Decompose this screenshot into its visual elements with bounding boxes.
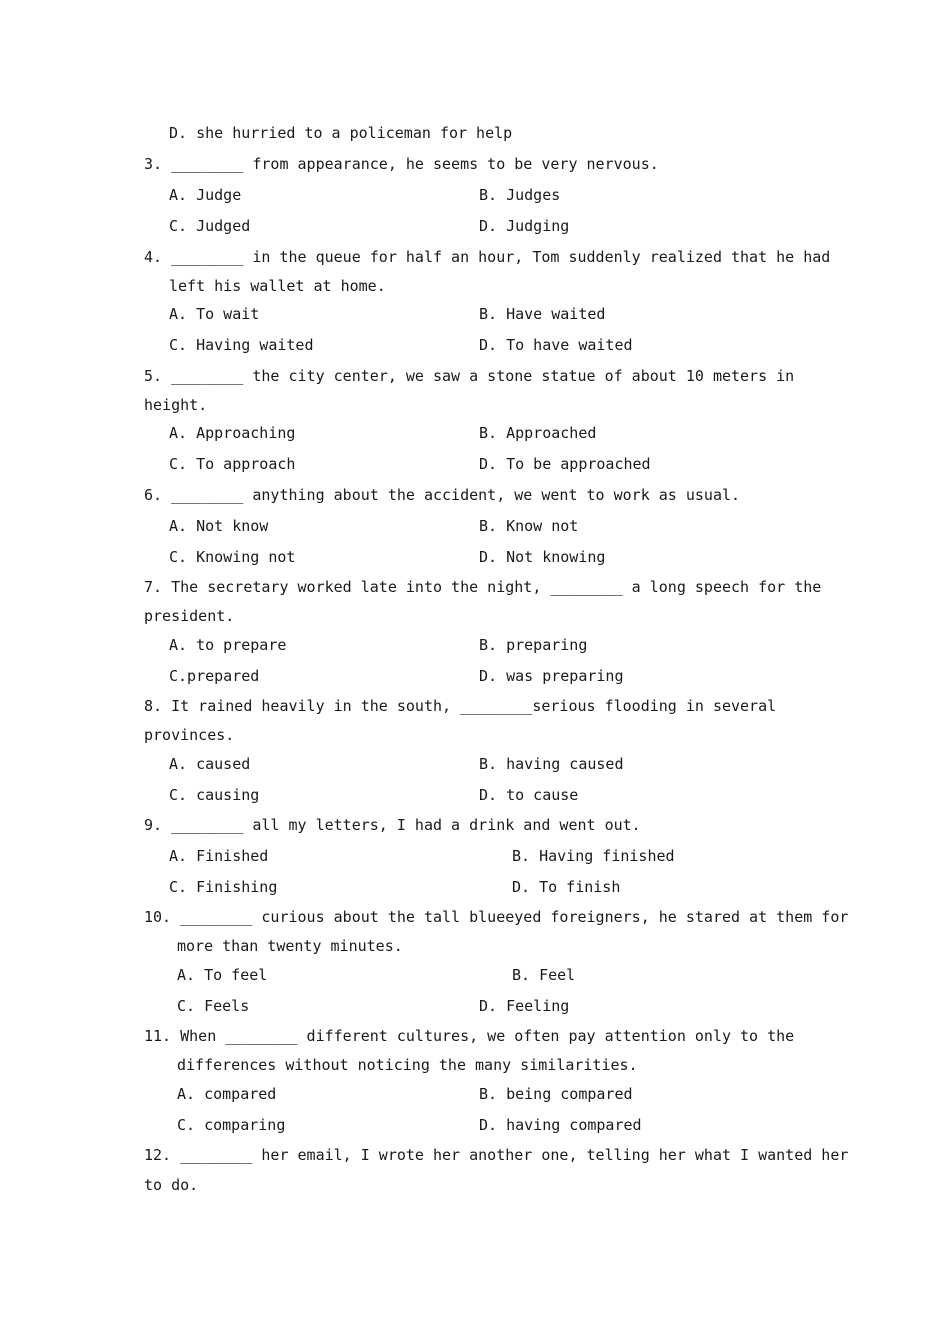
option-b-q7: B. preparing (479, 636, 588, 654)
option-c-q8: C. causing (169, 786, 260, 804)
question-11: 11. When ________ different cultures, we often pay attention only to the (144, 1027, 795, 1045)
option-d-q9: D. To finish (512, 878, 621, 896)
option-d-q6: D. Not knowing (479, 548, 606, 566)
option-a-q9: A. Finished (169, 847, 269, 865)
question-7: 7. The secretary worked late into the night, ________ a long speech for the (144, 578, 822, 596)
option-d-q5: D. To be approached (479, 455, 651, 473)
option-b-q9: B. Having finished (512, 847, 675, 865)
option-b-q4: B. Have waited (479, 305, 606, 323)
option-b-q5: B. Approached (479, 424, 597, 442)
option-d-q8: D. to cause (479, 786, 579, 804)
option-d-q7: D. was preparing (479, 667, 624, 685)
option-c-q3: C. Judged (169, 217, 251, 235)
question-8-cont: provinces. (144, 726, 235, 744)
question-3: 3. ________ from appearance, he seems to be very nervous. (144, 155, 659, 173)
question-10-cont: more than twenty minutes. (177, 937, 403, 955)
option-d-q2: D. she hurried to a policeman for help (169, 124, 513, 142)
option-a-q5: A. Approaching (169, 424, 296, 442)
question-12: 12. ________ her email, I wrote her another one, telling her what I wanted her (144, 1146, 849, 1164)
question-10: 10. ________ curious about the tall blueeyed foreigners, he stared at them for (144, 908, 849, 926)
option-c-q11: C. comparing (177, 1116, 286, 1134)
option-b-q10: B. Feel (512, 966, 576, 984)
question-6: 6. ________ anything about the accident, we went to work as usual. (144, 486, 741, 504)
option-a-q10: A. To feel (177, 966, 268, 984)
option-d-q3: D. Judging (479, 217, 570, 235)
option-c-q7: C.prepared (169, 667, 260, 685)
option-b-q6: B. Know not (479, 517, 579, 535)
option-c-q5: C. To approach (169, 455, 296, 473)
option-b-q8: B. having caused (479, 755, 624, 773)
option-b-q11: B. being compared (479, 1085, 633, 1103)
option-c-q6: C. Knowing not (169, 548, 296, 566)
option-c-q4: C. Having waited (169, 336, 314, 354)
question-11-cont: differences without noticing the many similarities. (177, 1056, 638, 1074)
option-a-q6: A. Not know (169, 517, 269, 535)
question-4-cont: left his wallet at home. (169, 277, 386, 295)
option-c-q9: C. Finishing (169, 878, 278, 896)
option-a-q3: A. Judge (169, 186, 242, 204)
question-7-cont: president. (144, 607, 235, 625)
question-4: 4. ________ in the queue for half an hour, Tom suddenly realized that he had (144, 248, 831, 266)
option-a-q8: A. caused (169, 755, 251, 773)
option-b-q3: B. Judges (479, 186, 561, 204)
question-12-cont: to do. (144, 1176, 199, 1194)
question-9: 9. ________ all my letters, I had a drink and went out. (144, 816, 641, 834)
question-5-cont: height. (144, 396, 208, 414)
question-5: 5. ________ the city center, we saw a stone statue of about 10 meters in (144, 367, 795, 385)
option-d-q11: D. having compared (479, 1116, 642, 1134)
option-d-q10: D. Feeling (479, 997, 570, 1015)
option-a-q7: A. to prepare (169, 636, 287, 654)
option-d-q4: D. To have waited (479, 336, 633, 354)
option-c-q10: C. Feels (177, 997, 250, 1015)
option-a-q4: A. To wait (169, 305, 260, 323)
question-8: 8. It rained heavily in the south, ________serious flooding in several (144, 697, 777, 715)
option-a-q11: A. compared (177, 1085, 277, 1103)
